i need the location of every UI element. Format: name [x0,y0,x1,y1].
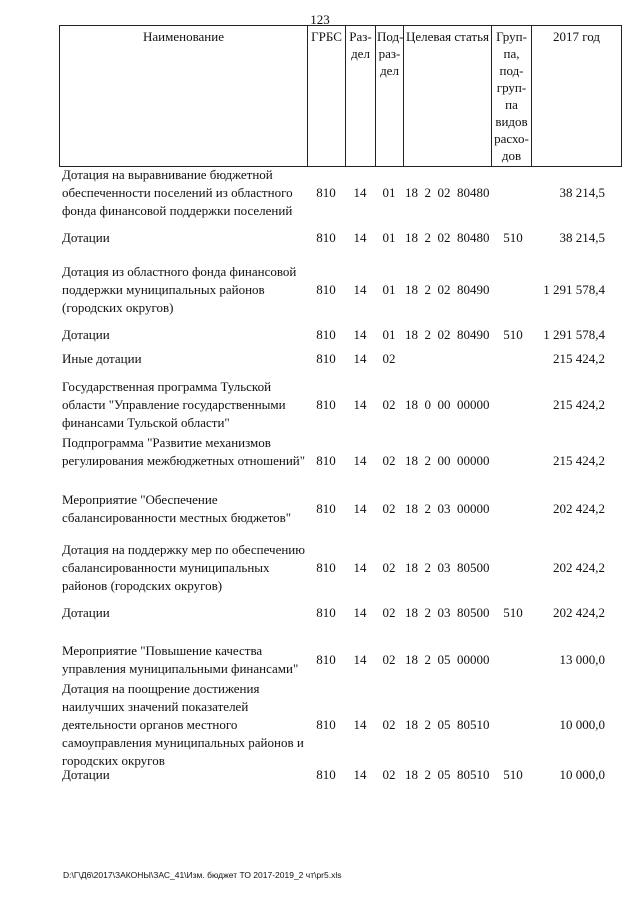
row-csr: 18 0 00 00000 [405,397,490,412]
row-vid: 510 [503,230,523,245]
row-razdel: 14 [353,327,367,342]
row-csr: 18 2 02 80480 [405,185,490,200]
header-razdel: Раз- дел [346,26,376,167]
row-grbs: 810 [316,230,336,245]
row-name: Дотации [62,327,110,342]
row-podrazdel: 02 [382,717,396,732]
row-csr: 18 2 05 80510 [405,767,490,782]
row-grbs: 810 [316,397,336,412]
row-grbs: 810 [316,351,336,366]
row-razdel: 14 [353,230,367,245]
table-header [59,25,622,167]
row-sum: 13 000,0 [559,652,605,667]
header-year: 2017 год [532,26,622,167]
row-razdel: 14 [353,605,367,620]
header-csr: Целевая статья [404,26,492,167]
row-name: Дотации [62,767,110,782]
row-csr: 18 2 02 80480 [405,230,490,245]
row-razdel: 14 [353,351,367,366]
row-name: Дотации [62,605,110,620]
row-grbs: 810 [316,185,336,200]
row-csr: 18 2 05 00000 [405,652,490,667]
row-csr: 18 2 02 80490 [405,282,490,297]
header-vid: Груп- па, под- груп- па видов расхо- дов [492,26,532,167]
row-razdel: 14 [353,185,367,200]
row-podrazdel: 02 [382,605,396,620]
row-grbs: 810 [316,501,336,516]
row-podrazdel: 02 [382,397,396,412]
row-name: Дотация на выравнивание бюджетной обеспеченности поселений из областного фонда финансовой поддержки поселений [62,167,293,218]
row-podrazdel: 01 [382,327,396,342]
row-vid: 510 [503,327,523,342]
row-vid: 510 [503,767,523,782]
row-sum: 10 000,0 [559,717,605,732]
row-grbs: 810 [316,282,336,297]
row-grbs: 810 [316,560,336,575]
row-podrazdel: 02 [382,453,396,468]
row-grbs: 810 [316,652,336,667]
page-number: 123 [310,12,330,27]
row-sum: 38 214,5 [559,230,605,245]
row-name: Подпрограмма "Развитие механизмов регулирования межбюджетных отношений" [62,435,306,468]
row-podrazdel: 02 [382,652,396,667]
row-vid: 510 [503,605,523,620]
row-grbs: 810 [316,605,336,620]
file-path-footer: D:\Г\Д6\2017\ЗАКОНЫ\ЗАС_41\Изм. бюджет ТО 2017-2019_2 чт\pr5.xls [63,870,342,880]
row-podrazdel: 02 [382,560,396,575]
row-csr: 18 2 03 00000 [405,501,490,516]
row-sum: 10 000,0 [559,767,605,782]
row-sum: 1 291 578,4 [543,282,605,297]
row-razdel: 14 [353,397,367,412]
row-razdel: 14 [353,501,367,516]
row-sum: 215 424,2 [553,397,605,412]
row-grbs: 810 [316,453,336,468]
row-sum: 215 424,2 [553,351,605,366]
row-razdel: 14 [353,560,367,575]
row-name: Дотация из областного фонда финансовой поддержки муниципальных районов (городских округов) [62,264,297,315]
row-csr: 18 2 00 00000 [405,453,490,468]
row-podrazdel: 01 [382,282,396,297]
row-razdel: 14 [353,453,367,468]
row-sum: 1 291 578,4 [543,327,605,342]
row-podrazdel: 02 [382,767,396,782]
row-csr: 18 2 02 80490 [405,327,490,342]
row-name: Мероприятие "Обеспечение сбалансированности местных бюджетов" [62,492,292,525]
row-sum: 202 424,2 [553,501,605,516]
row-csr: 18 2 05 80510 [405,717,490,732]
row-podrazdel: 02 [382,501,396,516]
row-name: Дотации [62,230,110,245]
row-grbs: 810 [316,327,336,342]
row-sum: 38 214,5 [559,185,605,200]
row-name: Государственная программа Тульской области "Управление государственными финансами Тульской области" [62,379,286,430]
row-csr: 18 2 03 80500 [405,605,490,620]
row-podrazdel: 01 [382,185,396,200]
row-razdel: 14 [353,282,367,297]
row-podrazdel: 02 [382,351,396,366]
row-name: Мероприятие "Повышение качества управления муниципальными финансами" [62,643,299,676]
header-podrazdel: Под- раз- дел [376,26,404,167]
row-csr: 18 2 03 80500 [405,560,490,575]
row-razdel: 14 [353,717,367,732]
row-name: Дотация на поддержку мер по обеспечению сбалансированности муниципальных районов (городских округов) [62,542,305,593]
row-grbs: 810 [316,767,336,782]
header-name: Наименование [60,26,308,167]
row-grbs: 810 [316,717,336,732]
row-podrazdel: 01 [382,230,396,245]
row-sum: 215 424,2 [553,453,605,468]
row-razdel: 14 [353,652,367,667]
row-razdel: 14 [353,767,367,782]
row-name: Дотация на поощрение достижения наилучших значений показателей деятельности органов местного самоуправления муниципальных районов и городских округов [62,681,304,768]
header-grbs: ГРБС [308,26,346,167]
row-sum: 202 424,2 [553,605,605,620]
row-sum: 202 424,2 [553,560,605,575]
row-name: Иные дотации [62,351,142,366]
